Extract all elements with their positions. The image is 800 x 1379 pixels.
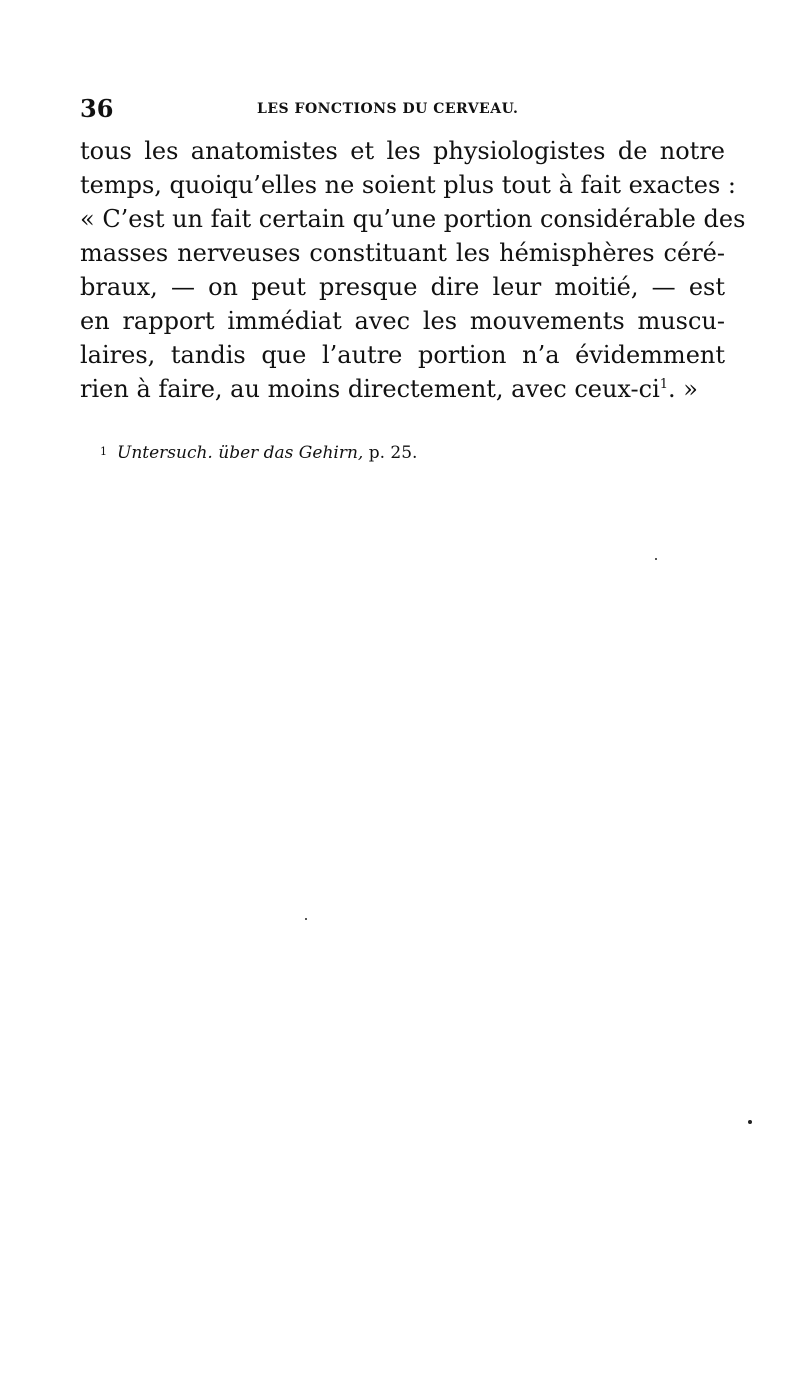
print-speck [305, 918, 307, 920]
footnote-reference[interactable]: 1 [659, 377, 669, 392]
text-line: temps, quoiqu’elles ne soient plus tout à fait exactes : [80, 171, 737, 199]
footnote [100, 442, 417, 463]
text-line-last [80, 372, 725, 406]
text-line: laires, tandis que l’autre portion n’a évidemment [80, 341, 725, 369]
print-speck [655, 558, 657, 560]
running-head [80, 95, 725, 125]
text-line: en rapport immédiat avec les mouvements muscu- [80, 307, 725, 335]
page-number: 36 [80, 94, 114, 123]
text-line: tous les anatomistes et les physiologistes de notre [80, 137, 725, 165]
text-line: braux, — on peut presque dire leur moitié, — est [80, 273, 725, 301]
footnote-page-ref: p. 25. [368, 443, 418, 463]
footnote-title: Untersuch. über das Gehirn, [117, 443, 364, 463]
text-line-content: rien à faire, au moins directement, avec ceux-ci [80, 375, 660, 403]
print-speck [748, 1120, 752, 1124]
footnote-marker: 1 [100, 445, 107, 458]
text-line: « C’est un fait certain qu’une portion considérable des [80, 205, 746, 233]
text-line: masses nerveuses constituant les hémisphères céré- [80, 239, 725, 267]
closing-quote: . » [668, 375, 698, 403]
running-title: LES FONCTIONS DU CERVEAU. [257, 101, 519, 117]
body-paragraph [80, 134, 746, 406]
